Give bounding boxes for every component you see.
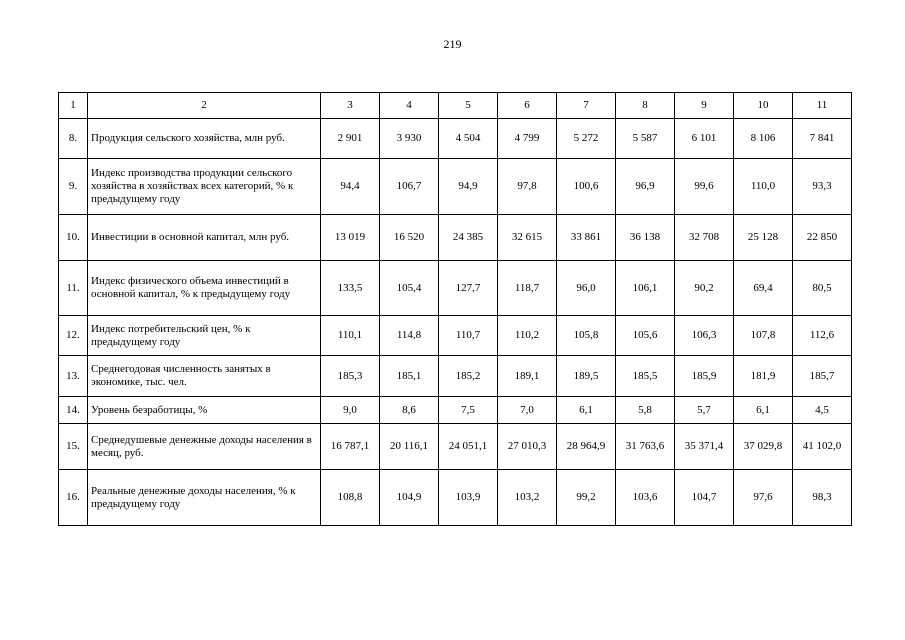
value-cell: 108,8 xyxy=(321,470,380,526)
row-number: 14. xyxy=(59,397,88,424)
value-cell: 32 615 xyxy=(498,215,557,261)
value-cell: 13 019 xyxy=(321,215,380,261)
indicator-name: Продукция сельского хозяйства, млн руб. xyxy=(88,119,321,159)
value-cell: 8,6 xyxy=(380,397,439,424)
row-number: 9. xyxy=(59,159,88,215)
header-cell: 5 xyxy=(439,93,498,119)
value-cell: 25 128 xyxy=(734,215,793,261)
value-cell: 185,3 xyxy=(321,356,380,397)
indicator-name: Инвестиции в основной капитал, млн руб. xyxy=(88,215,321,261)
value-cell: 181,9 xyxy=(734,356,793,397)
value-cell: 185,7 xyxy=(793,356,852,397)
value-cell: 31 763,6 xyxy=(616,424,675,470)
value-cell: 24 385 xyxy=(439,215,498,261)
value-cell: 94,9 xyxy=(439,159,498,215)
value-cell: 28 964,9 xyxy=(557,424,616,470)
value-cell: 93,3 xyxy=(793,159,852,215)
indicator-name: Реальные денежные доходы населения, % к предыдущему году xyxy=(88,470,321,526)
value-cell: 185,1 xyxy=(380,356,439,397)
value-cell: 16 520 xyxy=(380,215,439,261)
header-cell: 8 xyxy=(616,93,675,119)
value-cell: 3 930 xyxy=(380,119,439,159)
table-row xyxy=(59,316,852,356)
table-row xyxy=(59,397,852,424)
value-cell: 7 841 xyxy=(793,119,852,159)
value-cell: 5,7 xyxy=(675,397,734,424)
value-cell: 2 901 xyxy=(321,119,380,159)
indicator-name: Индекс физического объема инвестиций в основной капитал, % к предыдущему году xyxy=(88,261,321,316)
value-cell: 110,7 xyxy=(439,316,498,356)
value-cell: 100,6 xyxy=(557,159,616,215)
header-cell: 9 xyxy=(675,93,734,119)
row-number: 12. xyxy=(59,316,88,356)
value-cell: 106,1 xyxy=(616,261,675,316)
value-cell: 20 116,1 xyxy=(380,424,439,470)
value-cell: 16 787,1 xyxy=(321,424,380,470)
value-cell: 110,1 xyxy=(321,316,380,356)
value-cell: 4 799 xyxy=(498,119,557,159)
table-row xyxy=(59,119,852,159)
header-cell: 11 xyxy=(793,93,852,119)
page-number: 219 xyxy=(443,37,462,51)
value-cell: 104,9 xyxy=(380,470,439,526)
value-cell: 106,7 xyxy=(380,159,439,215)
header-cell: 2 xyxy=(88,93,321,119)
value-cell: 6 101 xyxy=(675,119,734,159)
value-cell: 96,0 xyxy=(557,261,616,316)
value-cell: 97,8 xyxy=(498,159,557,215)
value-cell: 127,7 xyxy=(439,261,498,316)
header-cell: 4 xyxy=(380,93,439,119)
value-cell: 7,5 xyxy=(439,397,498,424)
value-cell: 189,1 xyxy=(498,356,557,397)
value-cell: 6,1 xyxy=(734,397,793,424)
value-cell: 8 106 xyxy=(734,119,793,159)
indicator-name: Среднегодовая численность занятых в экономике, тыс. чел. xyxy=(88,356,321,397)
value-cell: 106,3 xyxy=(675,316,734,356)
value-cell: 33 861 xyxy=(557,215,616,261)
value-cell: 5,8 xyxy=(616,397,675,424)
value-cell: 185,9 xyxy=(675,356,734,397)
value-cell: 185,2 xyxy=(439,356,498,397)
value-cell: 9,0 xyxy=(321,397,380,424)
header-cell: 10 xyxy=(734,93,793,119)
value-cell: 7,0 xyxy=(498,397,557,424)
value-cell: 6,1 xyxy=(557,397,616,424)
value-cell: 22 850 xyxy=(793,215,852,261)
row-number: 16. xyxy=(59,470,88,526)
value-cell: 96,9 xyxy=(616,159,675,215)
value-cell: 110,0 xyxy=(734,159,793,215)
table-row xyxy=(59,470,852,526)
value-cell: 105,4 xyxy=(380,261,439,316)
table-row xyxy=(59,215,852,261)
value-cell: 133,5 xyxy=(321,261,380,316)
header-cell: 7 xyxy=(557,93,616,119)
row-number: 13. xyxy=(59,356,88,397)
value-cell: 105,8 xyxy=(557,316,616,356)
table-row xyxy=(59,159,852,215)
value-cell: 69,4 xyxy=(734,261,793,316)
header-cell: 3 xyxy=(321,93,380,119)
value-cell: 24 051,1 xyxy=(439,424,498,470)
value-cell: 99,6 xyxy=(675,159,734,215)
value-cell: 4 504 xyxy=(439,119,498,159)
indicator-name: Среднедушевые денежные доходы населения в месяц, руб. xyxy=(88,424,321,470)
value-cell: 103,2 xyxy=(498,470,557,526)
row-number: 8. xyxy=(59,119,88,159)
value-cell: 103,6 xyxy=(616,470,675,526)
header-cell: 1 xyxy=(59,93,88,119)
value-cell: 41 102,0 xyxy=(793,424,852,470)
value-cell: 185,5 xyxy=(616,356,675,397)
value-cell: 112,6 xyxy=(793,316,852,356)
value-cell: 36 138 xyxy=(616,215,675,261)
value-cell: 105,6 xyxy=(616,316,675,356)
value-cell: 110,2 xyxy=(498,316,557,356)
value-cell: 104,7 xyxy=(675,470,734,526)
value-cell: 97,6 xyxy=(734,470,793,526)
value-cell: 90,2 xyxy=(675,261,734,316)
row-number: 15. xyxy=(59,424,88,470)
value-cell: 103,9 xyxy=(439,470,498,526)
table-body xyxy=(59,93,852,526)
table-row xyxy=(59,356,852,397)
value-cell: 189,5 xyxy=(557,356,616,397)
value-cell: 37 029,8 xyxy=(734,424,793,470)
value-cell: 5 272 xyxy=(557,119,616,159)
value-cell: 27 010,3 xyxy=(498,424,557,470)
value-cell: 98,3 xyxy=(793,470,852,526)
value-cell: 5 587 xyxy=(616,119,675,159)
value-cell: 114,8 xyxy=(380,316,439,356)
header-cell: 6 xyxy=(498,93,557,119)
value-cell: 107,8 xyxy=(734,316,793,356)
value-cell: 80,5 xyxy=(793,261,852,316)
statistics-table xyxy=(58,92,852,526)
value-cell: 32 708 xyxy=(675,215,734,261)
indicator-name: Индекс потребительский цен, % к предыдущему году xyxy=(88,316,321,356)
value-cell: 35 371,4 xyxy=(675,424,734,470)
value-cell: 94,4 xyxy=(321,159,380,215)
indicator-name: Уровень безработицы, % xyxy=(88,397,321,424)
table-row xyxy=(59,261,852,316)
table-row xyxy=(59,424,852,470)
value-cell: 118,7 xyxy=(498,261,557,316)
row-number: 10. xyxy=(59,215,88,261)
value-cell: 4,5 xyxy=(793,397,852,424)
indicator-name: Индекс производства продукции сельского хозяйства в хозяйствах всех категорий, % к предыдущему году xyxy=(88,159,321,215)
row-number: 11. xyxy=(59,261,88,316)
value-cell: 99,2 xyxy=(557,470,616,526)
table-header-row xyxy=(59,93,852,119)
